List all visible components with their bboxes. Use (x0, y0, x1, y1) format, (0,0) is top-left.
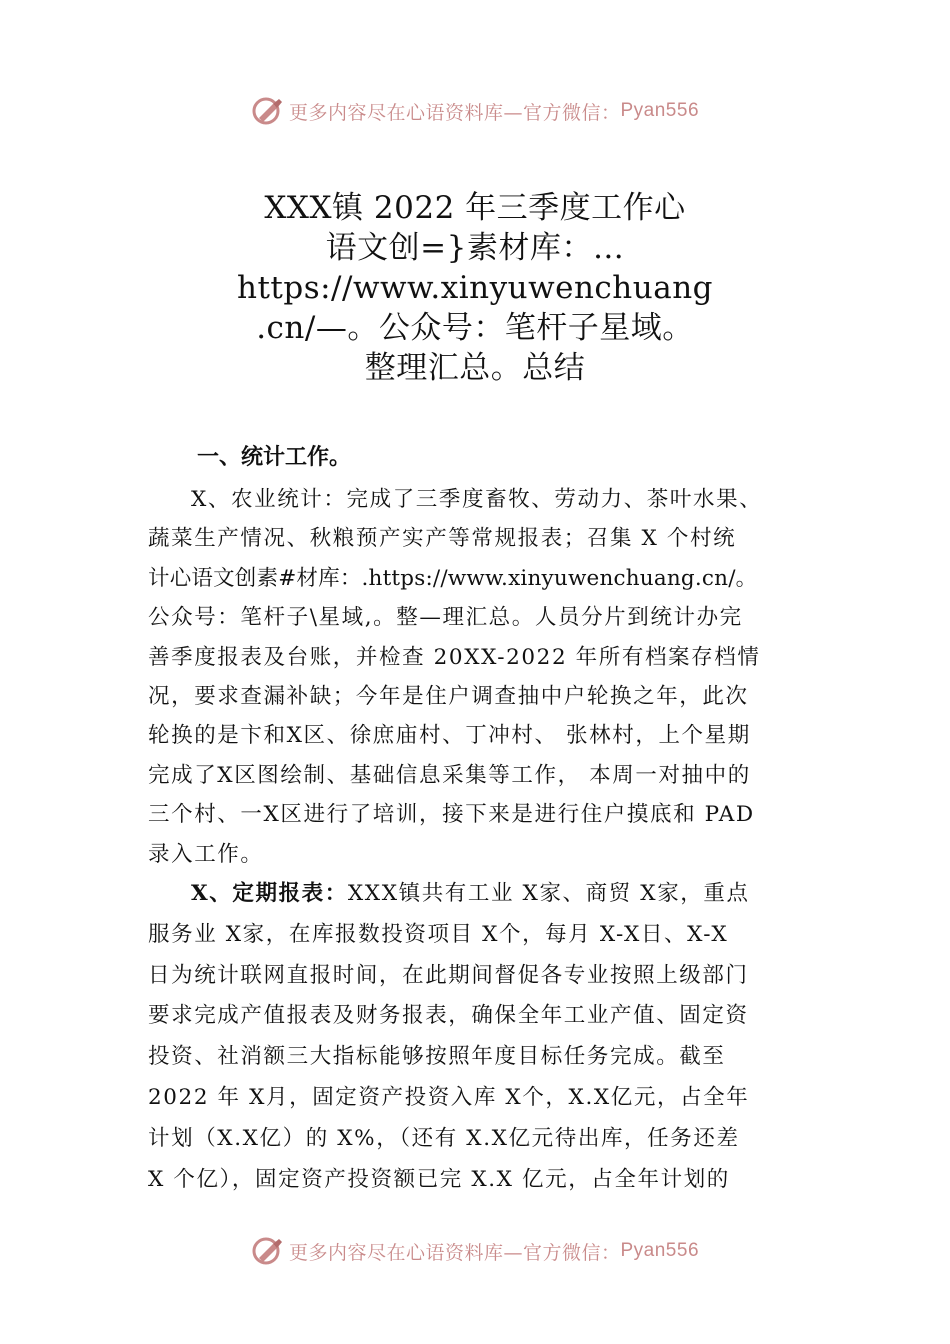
watermark-wechat-id: Pyan556 (620, 100, 700, 121)
paragraph-line: 要求完成产值报表及财务报表，确保全年工业产值、固定资 (148, 1003, 749, 1029)
paragraph-line: 计划（X.X亿）的 X%，（还有 X.X亿元待出库，任务还差 (148, 1125, 740, 1151)
pen-logo-icon (251, 1236, 285, 1266)
paragraph-line: 完成了X区图绘制、基础信息采集等工作， 本周一对抽中的 (148, 762, 751, 788)
paragraph-line: X、农业统计：完成了三季度畜牧、劳动力、茶叶水果、 (191, 487, 763, 512)
header-watermark (0, 96, 950, 126)
watermark-text: 更多内容尽在心语资料库—官方微信： (288, 101, 621, 124)
paragraph-agriculture-statistics (148, 480, 820, 874)
watermark-text: 更多内容尽在心语资料库—官方微信： (288, 1241, 621, 1264)
section-heading-statistics: 一、统计工作。 (197, 445, 352, 470)
title-line: 整理汇总。总结 (364, 350, 586, 386)
paragraph-line-text: XXX镇共有工业 X家、商贸 X家，重点 (347, 881, 750, 906)
title-line: XXX镇 2022 年三季度工作心 (264, 190, 686, 226)
title-line: https://www.xinyuwenchuang (236, 270, 714, 306)
paragraph-line: 服务业 X家，在库报数投资项目 X个，每月 X-X日、X-X (148, 921, 729, 947)
document-title (150, 188, 800, 388)
paragraph-line: 公众号：笔杆子\星域,。整—理汇总。人员分片到统计办完 (148, 605, 743, 631)
paragraph-line: 善季度报表及台账，并检查 20XX-2022 年所有档案存档情 (148, 644, 761, 670)
paragraph-line: 投资、社消额三大指标能够按照年度目标任务完成。截至 (148, 1044, 726, 1070)
paragraph-line: 三个村、一X区进行了培训，接下来是进行住户摸底和 PAD (148, 802, 755, 828)
title-line: .cn/—。公众号：笔杆子星域。 (256, 310, 694, 346)
paragraph-line: 蔬菜生产情况、秋粮预产实产等常规报表；召集 X 个村统 (148, 526, 737, 552)
pen-logo-icon (251, 96, 285, 126)
paragraph-line (148, 874, 820, 915)
paragraph-line: 录入工作。 (148, 841, 264, 867)
paragraph-line: 轮换的是卞和X区、徐庶庙村、丁冲村、 张林村，上个星期 (148, 723, 751, 749)
paragraph-line: 况，要求查漏补缺；今年是住户调查抽中户轮换之年，此次 (148, 684, 749, 710)
paragraph-periodic-reports (148, 874, 820, 1200)
paragraph-line: X 个亿），固定资产投资额已完 X.X 亿元，占全年计划的 (148, 1166, 730, 1192)
footer-watermark (0, 1236, 950, 1266)
paragraph-line: 2022 年 X月，固定资产投资入库 X个，X.X亿元，占全年 (148, 1084, 750, 1110)
paragraph-line: 计心语文创素#材库：.https://www.xinyuwenchuang.cn/。 (148, 565, 758, 591)
title-line: 语文创=}素材库：… (325, 230, 625, 266)
watermark-wechat-id: Pyan556 (620, 1240, 700, 1261)
paragraph-lead: X、定期报表： (191, 881, 348, 906)
paragraph-line: 日为统计联网直报时间，在此期间督促各专业按照上级部门 (148, 962, 749, 988)
